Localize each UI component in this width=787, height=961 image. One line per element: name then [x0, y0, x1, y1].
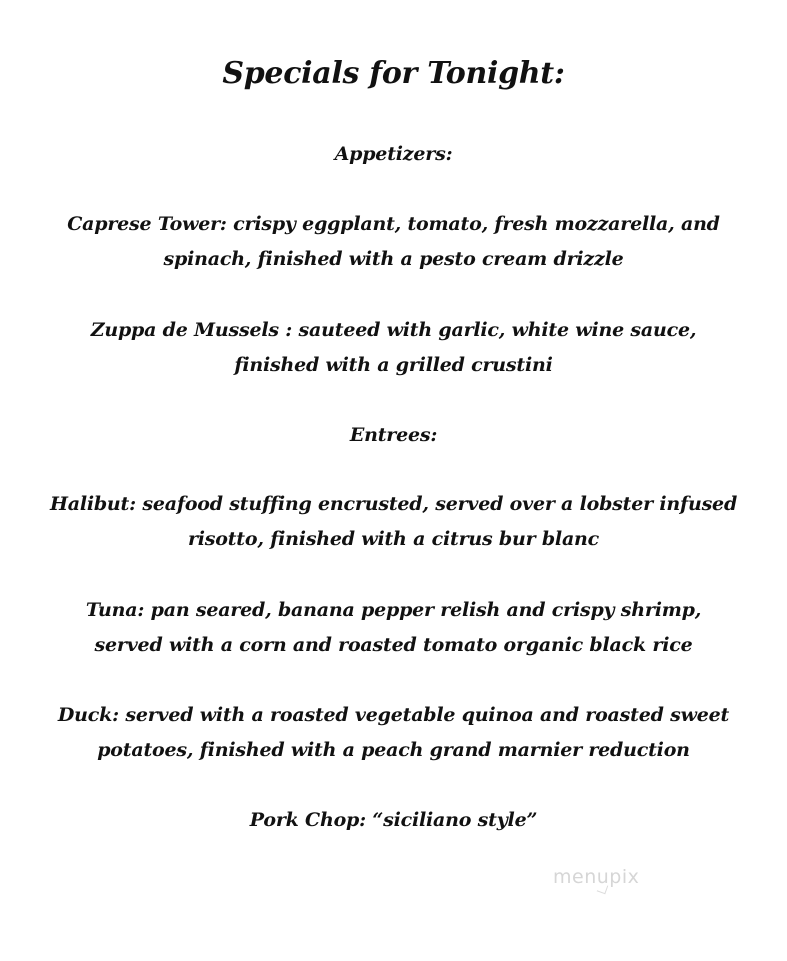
pork-chop-line: Pork Chop: “siciliano style” — [249, 809, 538, 831]
halibut-line-1: Halibut: seafood stuffing encrusted, served over a lobster infused — [49, 493, 738, 515]
menu-title: Specials for Tonight: — [222, 56, 565, 91]
tuna-line-1: Tuna: pan seared, banana pepper relish and crispy shrimp, — [85, 599, 702, 621]
mussels-line-1: Zuppa de Mussels : sauteed with garlic, white wine sauce, — [90, 319, 697, 341]
menupix-watermark: menupix — [553, 866, 640, 888]
entrees-heading: Entrees: — [349, 424, 438, 446]
mussels-line-2: finished with a grilled crustini — [234, 354, 553, 376]
caprese-tower-line-1: Caprese Tower: crispy eggplant, tomato, fresh mozzarella, and — [67, 213, 720, 235]
duck-line-2: potatoes, finished with a peach grand marnier reduction — [97, 739, 690, 761]
watermark-swoosh — [597, 883, 609, 895]
caprese-tower-line-2: spinach, finished with a pesto cream drizzle — [163, 248, 624, 270]
appetizers-heading: Appetizers: — [334, 143, 453, 165]
tuna-line-2: served with a corn and roasted tomato organic black rice — [94, 634, 693, 656]
duck-line-1: Duck: served with a roasted vegetable quinoa and roasted sweet — [57, 704, 730, 726]
halibut-line-2: risotto, finished with a citrus bur blanc — [187, 528, 600, 550]
